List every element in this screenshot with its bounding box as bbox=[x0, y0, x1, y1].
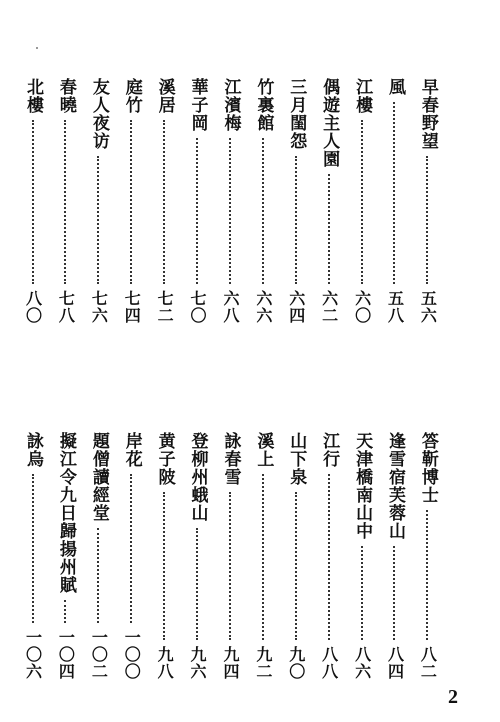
entry-title: 江行 bbox=[319, 432, 340, 468]
dot-leader bbox=[64, 600, 66, 623]
toc-entry bbox=[283, 78, 308, 324]
toc-entry bbox=[415, 432, 440, 680]
entry-title: 江濱梅 bbox=[220, 78, 241, 132]
toc-entry bbox=[152, 78, 177, 324]
toc-entry bbox=[185, 78, 210, 324]
dot-leader bbox=[393, 102, 395, 284]
entry-page: 七二 bbox=[155, 290, 175, 324]
dot-leader bbox=[229, 138, 231, 284]
dot-leader bbox=[295, 156, 297, 284]
dot-leader bbox=[328, 474, 330, 640]
dot-leader bbox=[295, 492, 297, 640]
toc-entry bbox=[53, 432, 78, 680]
entry-title: 黄子陂 bbox=[154, 432, 175, 486]
dot-leader bbox=[328, 174, 330, 284]
toc-block-top bbox=[20, 78, 440, 324]
entry-title: 題僧讀經堂 bbox=[88, 432, 109, 522]
dot-leader bbox=[32, 120, 34, 284]
entry-title: 答靳博士 bbox=[417, 432, 438, 504]
entry-page: 八八 bbox=[319, 646, 339, 680]
toc-entry bbox=[20, 78, 45, 324]
dot-leader bbox=[97, 528, 99, 623]
entry-title: 登柳州蛾山 bbox=[187, 432, 208, 522]
entry-page: 九〇 bbox=[286, 646, 306, 680]
toc-entry bbox=[283, 432, 308, 680]
dot-leader bbox=[426, 156, 428, 284]
entry-title: 溪居 bbox=[154, 78, 175, 114]
entry-title: 溪上 bbox=[253, 432, 274, 468]
toc-entry bbox=[250, 432, 275, 680]
entry-title: 竹裏館 bbox=[253, 78, 274, 132]
entry-page: 九二 bbox=[253, 646, 273, 680]
toc-entry bbox=[250, 78, 275, 324]
entry-page: 五八 bbox=[385, 290, 405, 324]
toc-entry bbox=[86, 78, 111, 324]
dot-leader bbox=[163, 492, 165, 640]
entry-title: 天津橋南山中 bbox=[352, 432, 373, 540]
entry-page: 一〇六 bbox=[23, 629, 43, 680]
page-number: 2 bbox=[448, 686, 458, 708]
entry-page: 一〇二 bbox=[89, 629, 109, 680]
entry-page: 九六 bbox=[188, 646, 208, 680]
toc-entry bbox=[217, 78, 242, 324]
dot-leader bbox=[196, 528, 198, 640]
entry-title: 江樓 bbox=[352, 78, 373, 114]
toc-entry bbox=[119, 432, 144, 680]
toc-entry bbox=[53, 78, 78, 324]
entry-title: 岸花 bbox=[121, 432, 142, 468]
entry-title: 早春野望 bbox=[417, 78, 438, 150]
entry-title: 偶遊主人園 bbox=[319, 78, 340, 168]
dot-leader bbox=[130, 474, 132, 623]
dot-leader bbox=[64, 120, 66, 284]
entry-title: 山下泉 bbox=[286, 432, 307, 486]
toc-entry bbox=[119, 78, 144, 324]
entry-page: 七〇 bbox=[188, 290, 208, 324]
dot-leader bbox=[393, 546, 395, 640]
toc-entry bbox=[20, 432, 45, 680]
entry-title: 北樓 bbox=[23, 78, 43, 114]
toc-entry bbox=[316, 78, 341, 324]
toc-entry bbox=[382, 432, 407, 680]
dot-leader bbox=[262, 474, 264, 640]
entry-page: 九四 bbox=[220, 646, 240, 680]
toc-entry bbox=[415, 78, 440, 324]
dot-leader bbox=[361, 120, 363, 284]
dot-leader bbox=[130, 120, 132, 284]
toc-entry bbox=[152, 432, 177, 680]
dot-leader bbox=[262, 138, 264, 284]
toc-entry bbox=[86, 432, 111, 680]
dot-leader bbox=[426, 510, 428, 640]
toc-entry bbox=[349, 432, 374, 680]
entry-title: 友人夜访 bbox=[88, 78, 109, 150]
entry-title: 庭竹 bbox=[121, 78, 142, 114]
entry-title: 詠烏 bbox=[23, 432, 43, 468]
entry-page: 九八 bbox=[155, 646, 175, 680]
entry-page: 五六 bbox=[418, 290, 438, 324]
entry-page: 八〇 bbox=[23, 290, 43, 324]
dot-leader bbox=[196, 138, 198, 284]
entry-page: 一〇〇 bbox=[122, 629, 142, 680]
entry-page: 七四 bbox=[122, 290, 142, 324]
entry-page: 六〇 bbox=[352, 290, 372, 324]
dot-leader bbox=[229, 492, 231, 640]
entry-page: 七六 bbox=[89, 290, 109, 324]
dot-leader bbox=[32, 474, 34, 623]
toc-entry bbox=[217, 432, 242, 680]
entry-title: 風 bbox=[384, 78, 405, 96]
entry-title: 華子岡 bbox=[187, 78, 208, 132]
entry-title: 逢雪宿芙蓉山 bbox=[384, 432, 405, 540]
entry-page: 六四 bbox=[286, 290, 306, 324]
entry-page: 一〇四 bbox=[56, 629, 76, 680]
entry-page: 六六 bbox=[253, 290, 273, 324]
entry-page: 六八 bbox=[220, 290, 240, 324]
toc-entry bbox=[382, 78, 407, 324]
toc-entry bbox=[316, 432, 341, 680]
scan-speck bbox=[36, 47, 38, 49]
entry-title: 三月閨怨 bbox=[286, 78, 307, 150]
dot-leader bbox=[163, 120, 165, 284]
toc-entry bbox=[349, 78, 374, 324]
entry-page: 八二 bbox=[418, 646, 438, 680]
dot-leader bbox=[97, 156, 99, 284]
entry-title: 擬江令九日歸揚州賦 bbox=[55, 432, 76, 594]
entry-page: 八六 bbox=[352, 646, 372, 680]
entry-page: 七八 bbox=[56, 290, 76, 324]
entry-title: 春曉 bbox=[55, 78, 76, 114]
toc-entry bbox=[185, 432, 210, 680]
dot-leader bbox=[361, 546, 363, 640]
entry-page: 八四 bbox=[385, 646, 405, 680]
toc-block-bottom bbox=[20, 432, 440, 680]
entry-title: 詠春雪 bbox=[220, 432, 241, 486]
entry-page: 六二 bbox=[319, 290, 339, 324]
